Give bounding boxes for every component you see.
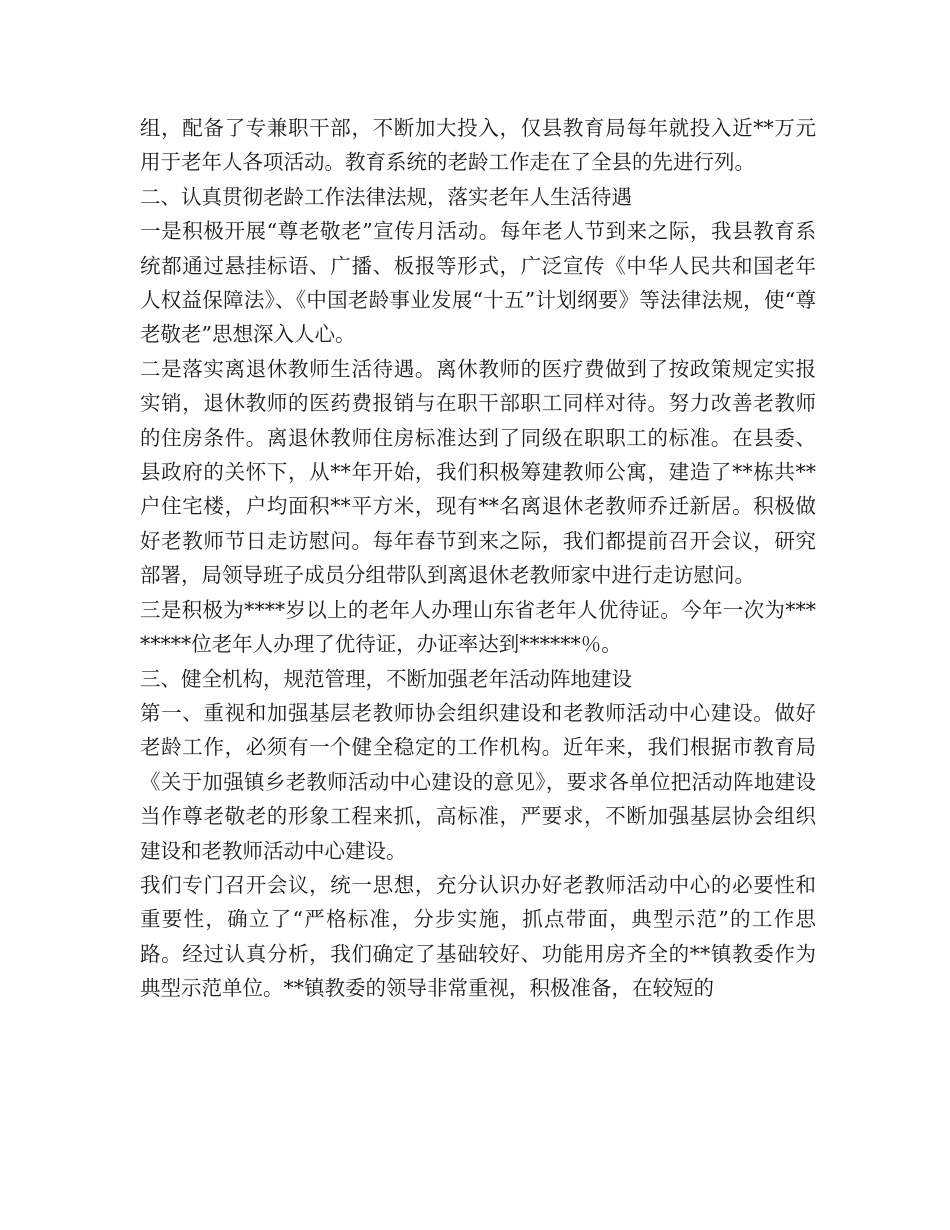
section-heading-3: 三、健全机构，规范管理，不断加强老年活动阵地建设 <box>140 666 632 691</box>
document-body <box>140 111 816 1006</box>
paragraph-meeting: 我们专门召开会议，统一思想，充分认识办好老教师活动中心的必要性和重要性，确立了“严格标准，分步实施，抓点带面，典型示范”的工作思路。经过认真分析，我们确定了基础较好、功能用房齐全的**镇教委作为典型示范单位。**镇教委的领导非常重视，积极准备，在较短的 <box>140 872 816 1001</box>
paragraph-retiree-benefits: 二是落实离退休教师生活待遇。离休教师的医疗费做到了按政策规定实报实销，退休教师的医药费报销与在职干部职工同样对待。努力改善老教师的住房条件。离退休教师住房标准达到了同级在职职工的标准。在县委、县政府的关怀下，从**年开始，我们积极筹建教师公寓，建造了**栋共**户住宅楼，户均面积**平方米，现有**名离退休老教师乔迁新居。积极做好老教师节日走访慰问。每年春节到来之际，我们都提前召开会议，研究部署，局领导班子成员分组带队到离退休老教师家中进行走访慰问。 <box>140 356 816 588</box>
section-heading-2: 二、认真贯彻老龄工作法律法规，落实老年人生活待遇 <box>140 184 632 209</box>
paragraph-publicity-month: 一是积极开展“尊老敬老”宣传月活动。每年老人节到来之际，我县教育系统都通过悬挂标语、广播、板报等形式，广泛宣传《中华人民共和国老年人权益保障法》、《中国老龄事业发展“十五”计划纲要》等法律法规，使“尊老敬老”思想深入人心。 <box>140 219 816 347</box>
paragraph-organization-building: 第一、重视和加强基层老教师协会组织建设和老教师活动中心建设。做好老龄工作，必须有一个健全稳定的工作机构。近年来，我们根据市教育局《关于加强镇乡老教师活动中心建设的意见》，要求各单位把活动阵地建设当作尊老敬老的形象工程来抓，高标准，严要求，不断加强基层协会组织建设和老教师活动中心建设。 <box>140 700 816 863</box>
paragraph-continuation: 组，配备了专兼职干部，不断加大投入，仅县教育局每年就投入近**万元用于老年人各项活动。教育系统的老龄工作走在了全县的先进行列。 <box>140 116 816 175</box>
paragraph-preferential-cards: 三是积极为****岁以上的老年人办理山东省老年人优待证。今年一次为********位老年人办理了优待证，办证率达到******％。 <box>140 597 816 657</box>
